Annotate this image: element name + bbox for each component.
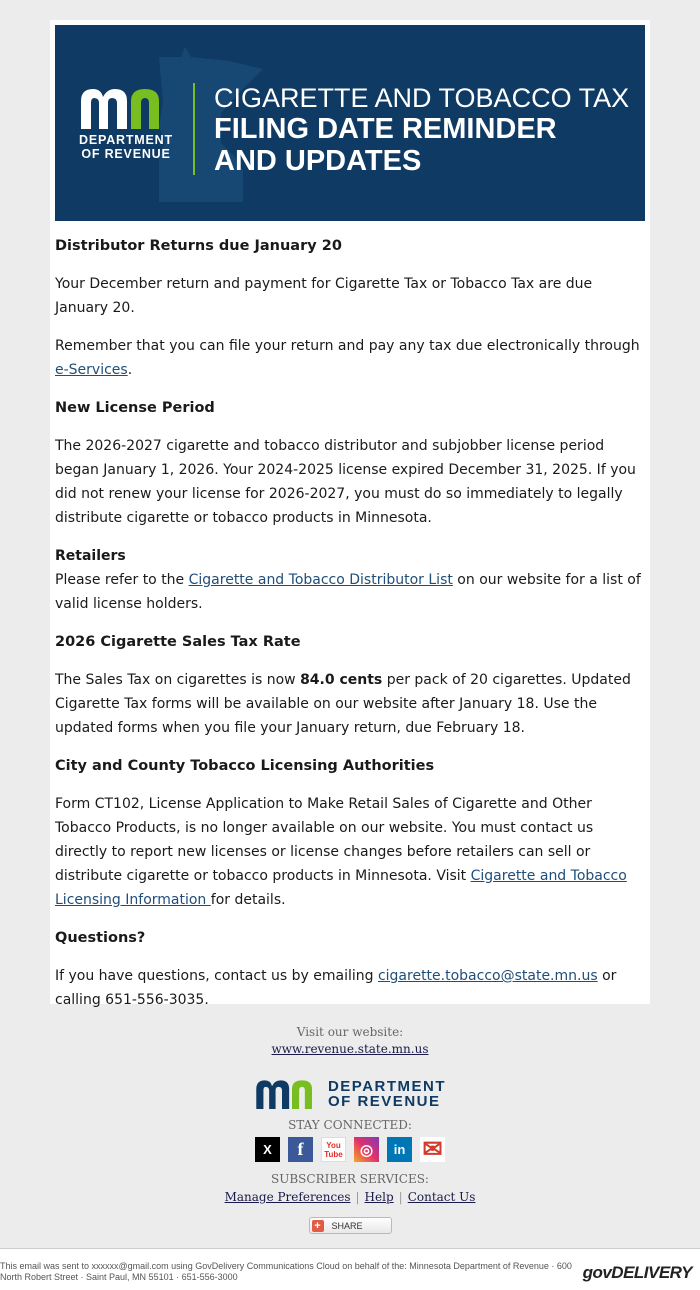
share-label: SHARE <box>331 1220 363 1231</box>
tax-rate-value: 84.0 cents <box>300 672 383 688</box>
retailers-heading: Retailers <box>55 548 126 564</box>
contact-email-link[interactable]: cigarette.tobacco@state.mn.us <box>377 968 598 984</box>
dor-line-2: OF REVENUE <box>327 1093 441 1110</box>
facebook-icon[interactable]: f <box>288 1137 313 1162</box>
x-icon[interactable]: X <box>255 1137 280 1162</box>
social-links <box>0 1137 700 1162</box>
subscriber-links <box>0 1189 700 1205</box>
banner-title-line-3: AND UPDATES <box>214 145 422 177</box>
bottom-bar <box>0 1248 700 1290</box>
logo-line-1: DEPARTMENT <box>79 133 173 147</box>
distributor-list-link[interactable]: Cigarette and Tobacco Distributor List <box>188 572 453 588</box>
retailers-paragraph <box>55 568 645 616</box>
visit-label: Visit our website: <box>296 1025 404 1039</box>
youtube-icon[interactable]: You Tube <box>321 1137 346 1162</box>
text: Please refer to the <box>55 572 189 588</box>
license-heading: New License Period <box>55 400 215 416</box>
plus-icon: + <box>312 1220 324 1232</box>
department-of-revenue-logo-text <box>73 133 179 161</box>
help-link[interactable]: Help <box>364 1190 394 1204</box>
footer-dor-logo[interactable] <box>0 1076 700 1112</box>
questions-heading: Questions? <box>55 930 146 946</box>
email-footer <box>0 1024 700 1234</box>
licensing-authorities-paragraph <box>55 792 645 912</box>
distributor-paragraph-1: Your December return and payment for Cigarette Tax or Tobacco Tax are due January 20. <box>55 276 593 316</box>
banner-title-line-1: CIGARETTE AND TOBACCO TAX <box>214 83 630 113</box>
email-card <box>50 20 650 1008</box>
text: If you have questions, contact us by emailing <box>55 968 378 984</box>
text: Remember that you can file your return and pay any tax due electronically through <box>55 338 640 354</box>
manage-preferences-link[interactable]: Manage Preferences <box>224 1190 351 1204</box>
legal-text: This email was sent to xxxxxx@gmail.com using GovDelivery Communications Cloud on behalf of the: Minnesota Department of Revenue · 600 North Robert Street · Saint Paul, MN 55101 · 651-556-3000 <box>0 1261 572 1282</box>
mn-logo-icon <box>81 87 167 129</box>
text: per pack of 20 cigarettes. Updated Cigarette Tax forms will be available on our website after January 18. Use the updated forms when you file your January return, due February 18. <box>55 672 631 736</box>
website-link[interactable]: www.revenue.state.mn.us <box>271 1042 429 1056</box>
e-services-link[interactable]: e-Services <box>55 362 128 378</box>
questions-paragraph <box>55 964 645 1012</box>
licensing-information-link[interactable]: Cigarette and Tobacco Licensing Information <box>55 868 627 908</box>
text: on our website for a list of valid license holders. <box>55 572 641 612</box>
tax-rate-paragraph <box>55 668 645 740</box>
separator: | <box>398 1190 403 1204</box>
contact-us-link[interactable]: Contact Us <box>407 1190 476 1204</box>
separator: | <box>355 1190 360 1204</box>
banner-title-line-2: FILING DATE REMINDER <box>214 113 557 145</box>
banner-divider <box>193 83 195 175</box>
logo-line-2: OF REVENUE <box>81 147 171 161</box>
subscriber-services-label: SUBSCRIBER SERVICES: <box>271 1172 429 1186</box>
email-icon[interactable]: ✉ <box>420 1137 445 1162</box>
text: for details. <box>210 892 286 908</box>
govdelivery-logo[interactable]: govDELIVERY <box>582 1263 692 1282</box>
instagram-icon[interactable]: ◎ <box>354 1137 379 1162</box>
dor-line-1: DEPARTMENT <box>327 1078 447 1095</box>
stay-connected-label: STAY CONNECTED: <box>288 1118 412 1132</box>
header-banner <box>55 25 645 221</box>
text: The Sales Tax on cigarettes is now <box>55 672 301 688</box>
licensing-authorities-heading: City and County Tobacco Licensing Authorities <box>55 758 435 774</box>
email-body <box>55 234 645 1026</box>
linkedin-icon[interactable]: in <box>387 1137 412 1162</box>
tax-rate-heading: 2026 Cigarette Sales Tax Rate <box>55 634 301 650</box>
text: or calling 651-556-3035. <box>55 968 617 1008</box>
text: Form CT102, License Application to Make Retail Sales of Cigarette and Other Tobacco Products, is no longer available on our website. You must contact us directly to report new licenses or license changes before retailers can sell or distribute cigarette or tobacco products in Minnesota. Visit <box>55 796 594 884</box>
distributor-heading: Distributor Returns due January 20 <box>55 238 342 254</box>
share-button[interactable] <box>309 1217 392 1234</box>
distributor-paragraph-2 <box>55 334 645 382</box>
license-paragraph: The 2026-2027 cigarette and tobacco distributor and subjobber license period began January 1, 2026. Your 2024-2025 license expired December 31, 2025. If you did not renew your license for 2026-2027, you must do so immediately to legally distribute cigarette or tobacco products in Minnesota. <box>55 438 636 526</box>
mn-logo-icon <box>254 1079 320 1109</box>
text: . <box>127 362 133 378</box>
